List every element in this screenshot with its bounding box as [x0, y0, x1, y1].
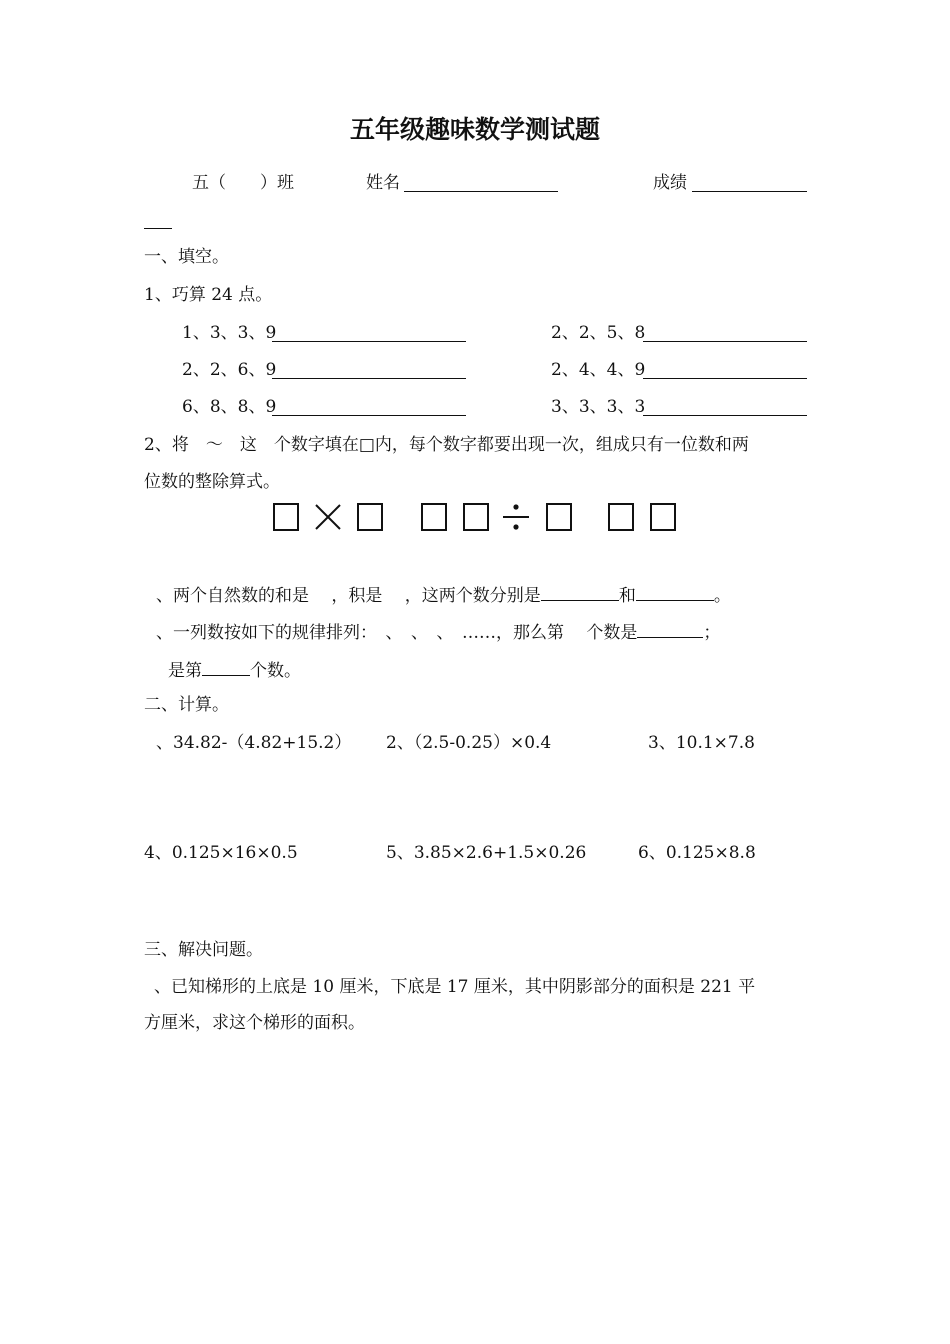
q3-part2: 和: [618, 586, 636, 606]
q2-line2: 位数的整除算式。: [144, 472, 280, 492]
answer-blank[interactable]: [272, 378, 466, 379]
answer-blank[interactable]: [643, 378, 807, 379]
answer-blank[interactable]: [643, 415, 807, 416]
digit-box[interactable]: [421, 503, 447, 531]
score-blank[interactable]: [692, 191, 807, 192]
divide-sign-icon: [501, 502, 531, 532]
multiply-sign-icon: [313, 502, 343, 532]
q4-part2: ；: [703, 623, 721, 643]
calc-item-4: 4、0.125×16×0.5: [144, 843, 298, 863]
problem1-line1: 、已知梯形的上底是 10 厘米，下底是 17 厘米，其中阴影部分的面积是 221 平: [154, 977, 756, 997]
name-blank[interactable]: [404, 191, 558, 192]
digit-box[interactable]: [608, 503, 634, 531]
calc-item-3: 3、10.1×7.8: [648, 733, 755, 753]
q4-line2: [168, 657, 301, 682]
section1-heading: 一、填空。: [144, 247, 229, 267]
digit-box[interactable]: [357, 503, 383, 531]
q3-text: [156, 582, 731, 607]
problem1-line2: 方厘米，求这个梯形的面积。: [144, 1013, 365, 1033]
answer-blank[interactable]: [637, 619, 703, 638]
section3-heading: 三、解决问题。: [144, 940, 263, 960]
q4-part1: 、一列数按如下的规律排列： 、 、 、 ……，那么第 个数是: [156, 623, 638, 643]
q4-line2-part2: 个数。: [250, 661, 301, 681]
calc-item-5: 5、3.85×2.6+1.5×0.26: [386, 843, 587, 863]
digit-box[interactable]: [273, 503, 299, 531]
q2-line1: 2、将 ～ 这 个数字填在□内，每个数字都要出现一次，组成只有一位数和两: [144, 435, 749, 455]
q1-item-6: 3、3、3、3: [551, 397, 646, 417]
class-label: 五（ ）班: [192, 173, 294, 193]
answer-blank[interactable]: [272, 415, 466, 416]
answer-blank[interactable]: [541, 582, 619, 601]
section2-heading: 二、计算。: [144, 695, 229, 715]
digit-box[interactable]: [546, 503, 572, 531]
q1-label: 1、巧算 24 点。: [144, 285, 273, 305]
score-label: 成绩: [653, 173, 687, 193]
q1-item-1: 1、3、3、9: [182, 323, 277, 343]
answer-blank[interactable]: [272, 341, 466, 342]
q4-line1: [156, 619, 720, 644]
calc-item-2: 2、（2.5-0.25）×0.4: [386, 733, 552, 753]
q1-item-5: 6、8、8、9: [182, 397, 277, 417]
answer-blank[interactable]: [202, 657, 250, 676]
digit-box[interactable]: [463, 503, 489, 531]
q3-part3: 。: [713, 586, 731, 606]
page-title: 五年级趣味数学测试题: [349, 115, 600, 144]
q1-item-2: 2、2、5、8: [551, 323, 646, 343]
answer-blank[interactable]: [636, 582, 714, 601]
digit-box[interactable]: [650, 503, 676, 531]
answer-blank[interactable]: [643, 341, 807, 342]
score-blank-continuation: [144, 228, 172, 229]
q3-part1: 、两个自然数的和是 ，积是 ，这两个数分别是: [156, 586, 541, 606]
calc-item-6: 6、0.125×8.8: [638, 843, 756, 863]
q1-item-4: 2、4、4、9: [551, 360, 646, 380]
q4-line2-part1: 是第: [168, 661, 202, 681]
name-label: 姓名: [366, 173, 400, 193]
calc-item-1: 、34.82-（4.82+15.2）: [156, 733, 352, 753]
q1-item-3: 2、2、6、9: [182, 360, 277, 380]
